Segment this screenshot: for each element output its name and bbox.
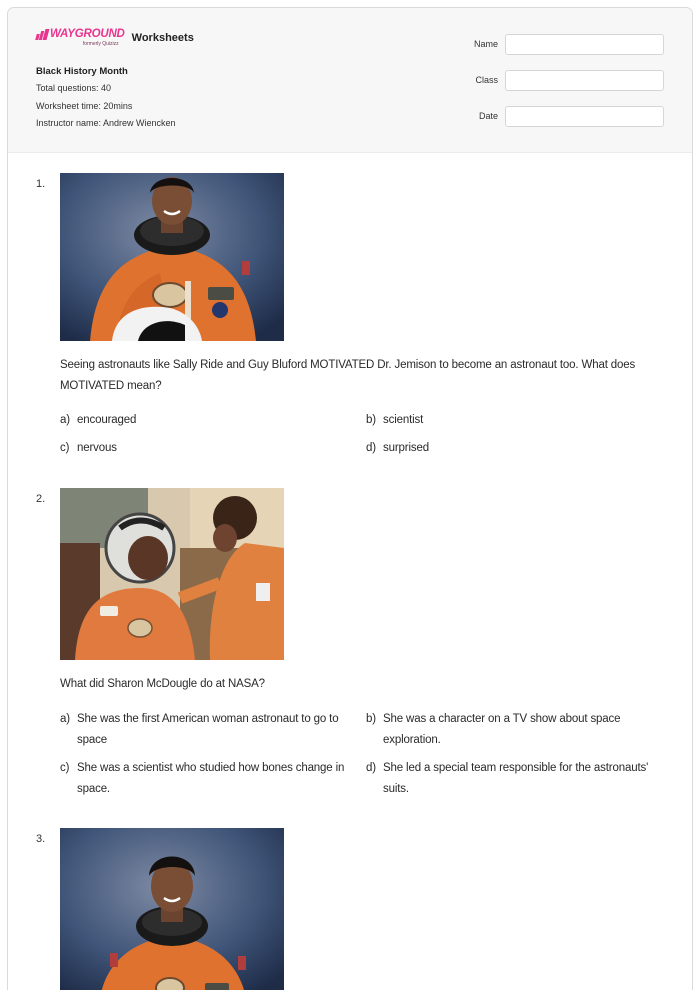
date-field-row — [474, 105, 664, 127]
wayground-logo[interactable] — [36, 28, 125, 47]
option-text: She led a special team responsible for the astronauts' suits. — [383, 762, 649, 795]
option-text: nervous — [77, 442, 117, 454]
option-letter: d) — [366, 442, 376, 454]
option-text: surprised — [383, 442, 429, 454]
option-c[interactable] — [60, 758, 361, 800]
product-name: Worksheets — [131, 32, 194, 44]
worksheet-page — [7, 7, 693, 990]
worksheet-time: Worksheet time: 20mins — [36, 100, 133, 111]
option-letter: c) — [60, 442, 70, 454]
option-letter: d) — [366, 762, 376, 774]
question-text: What did Sharon McDougle do at NASA? — [60, 678, 265, 690]
option-a[interactable] — [60, 709, 361, 751]
name-field-row — [474, 33, 664, 55]
question-image — [60, 488, 284, 660]
worksheet-title: Black History Month — [36, 66, 128, 77]
worksheet-header — [8, 8, 692, 153]
option-a[interactable] — [60, 410, 361, 431]
logo-tagline: formerly Quizizz — [82, 41, 119, 47]
option-text: She was the first American woman astronaut to go to space — [77, 713, 339, 746]
option-text: scientist — [383, 414, 424, 426]
option-text: She was a scientist who studied how bones change in space. — [77, 762, 345, 795]
astronaut-portrait-image — [60, 173, 284, 341]
option-b[interactable] — [366, 410, 667, 431]
astronaut-suit-up-image — [60, 488, 284, 660]
date-input[interactable] — [505, 106, 664, 127]
astronaut-portrait-image — [60, 828, 284, 990]
question-text: Seeing astronauts like Sally Ride and Guy Bluford MOTIVATED Dr. Jemison to become an astronaut too. What does MOTIVATED mean? — [60, 359, 636, 392]
class-field-row — [474, 69, 664, 91]
option-text: encouraged — [77, 414, 137, 426]
total-questions: Total questions: 40 — [36, 83, 112, 93]
option-b[interactable] — [366, 709, 667, 751]
brand — [36, 28, 194, 47]
option-text: She was a character on a TV show about space exploration. — [383, 713, 621, 746]
wayground-logo-icon — [36, 29, 48, 40]
option-letter: a) — [60, 713, 70, 725]
option-c[interactable] — [60, 438, 361, 459]
student-fields — [474, 33, 664, 141]
logo-wordmark: WAYGROUND — [50, 28, 125, 40]
question-number: 2. — [36, 493, 46, 505]
question-number: 1. — [36, 178, 46, 190]
worksheet-info — [36, 67, 176, 137]
option-letter: b) — [366, 713, 376, 725]
name-input[interactable] — [505, 34, 664, 55]
instructor-name: Instructor name: Andrew Wiencken — [36, 118, 176, 128]
option-letter: a) — [60, 414, 70, 426]
question-image — [60, 173, 284, 341]
name-label: Name — [473, 39, 498, 49]
date-label: Date — [478, 111, 498, 121]
class-input[interactable] — [505, 70, 664, 91]
option-d[interactable] — [366, 758, 667, 800]
question-image — [60, 828, 284, 990]
question-number: 3. — [36, 833, 46, 845]
option-letter: b) — [366, 414, 376, 426]
option-d[interactable] — [366, 438, 667, 459]
class-label: Class — [475, 75, 498, 85]
option-letter: c) — [60, 762, 70, 774]
